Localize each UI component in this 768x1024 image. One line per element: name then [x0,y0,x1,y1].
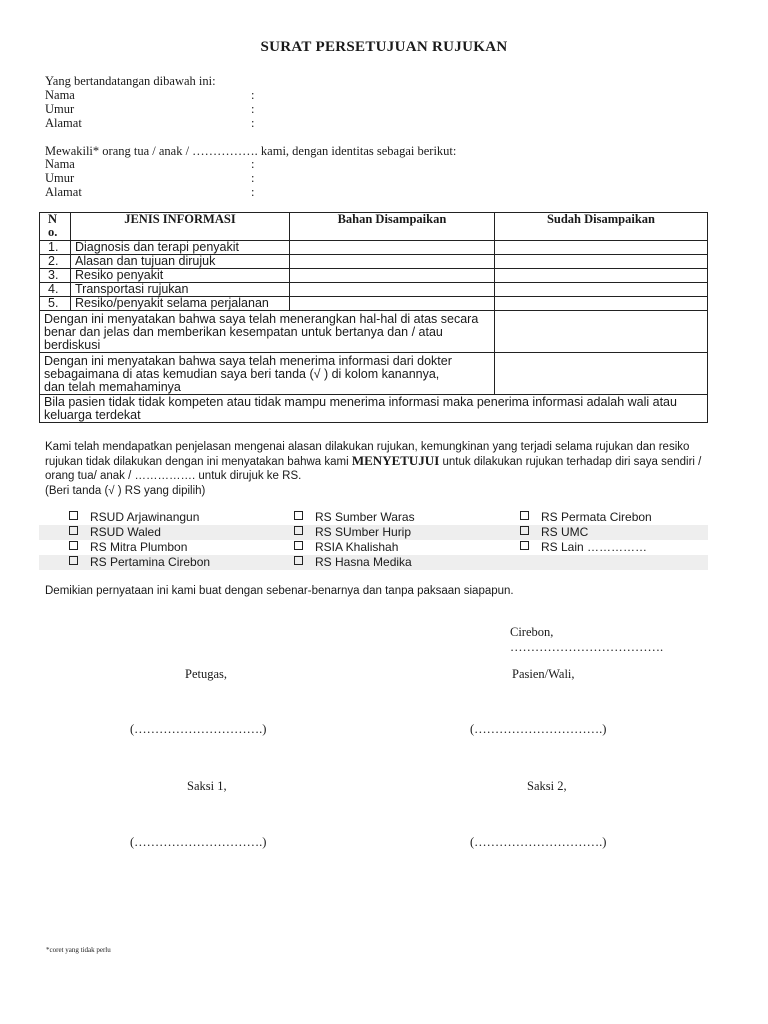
row-jenis: Resiko/penyakit selama perjalanan [70,297,289,311]
field-label: Alamat [45,116,82,130]
hospital-label: RS Pertamina Cirebon [90,555,211,569]
header-jenis-informasi: JENIS INFORMASI [70,213,289,241]
sudah-cell[interactable] [494,283,707,297]
checkbox-icon[interactable] [520,526,529,535]
row-jenis: Alasan dan tujuan dirujuk [70,255,289,269]
bahan-cell[interactable] [289,255,494,269]
bahan-cell[interactable] [289,241,494,255]
field-colon: : [251,157,255,171]
checkbox-icon[interactable] [294,526,303,535]
hospital-option[interactable] [294,540,398,555]
row-number: 2. [40,255,71,269]
pasien-wali-label: Pasien/Wali, [512,667,575,681]
table-row [40,297,708,311]
hospital-row [39,525,708,540]
hospital-option[interactable] [520,510,652,525]
field-label: Alamat [45,185,82,199]
statement-1-check-cell[interactable] [494,311,707,353]
saksi-2-sign-line: (………………………….) [470,835,607,849]
row-jenis: Resiko penyakit [70,269,289,283]
statement-row-petugas [40,311,708,353]
page-title: SURAT PERSETUJUAN RUJUKAN [260,39,508,55]
field-colon: : [251,116,255,130]
consent-bold: MENYETUJUI [351,453,440,468]
row-number: 1. [40,241,71,255]
sudah-cell[interactable] [494,241,707,255]
hospital-instruction: (Beri tanda (√ ) RS yang dipilih) [45,485,206,497]
hospital-options [39,510,708,570]
hospital-row [39,510,708,525]
checkbox-icon[interactable] [294,541,303,550]
field-colon: : [251,171,255,185]
statement-1-text: Dengan ini menyatakan bahwa saya telah menerangkan hal-hal di atas secara benar dan jelas dan memberikan kesempatan untuk bertanya dan / atau berdiskusi [44,312,479,352]
row-number: 5. [40,297,71,311]
hospital-label: RSUD Waled [90,525,161,539]
statement-row-pasien [40,353,708,395]
consent-text-2: untuk dilakukan rujukan terhadap diri saya sendiri / orang tua/ anak / ……………. untuk dirujuk ke RS. [45,456,702,482]
field-colon: : [251,88,255,102]
pasien-sign-line: (………………………….) [470,722,607,736]
petugas-label: Petugas, [185,667,228,681]
header-bahan-disampaikan: Bahan Disampaikan [289,213,494,241]
hospital-option[interactable] [520,540,647,555]
table-row [40,241,708,255]
note-row [40,395,708,423]
hospital-option[interactable] [69,525,161,540]
field-label: Nama [45,88,75,102]
statement-text [40,311,495,353]
checkbox-icon[interactable] [69,511,78,520]
hospital-label: RS Lain …………… [541,540,648,554]
statement-text [40,353,495,395]
checkbox-icon[interactable] [294,556,303,565]
petugas-sign-line: (………………………….) [130,722,267,736]
statement-2-text: Dengan ini menyatakan bahwa saya telah menerima informasi dari dokter sebagaimana di atas kemudian saya beri tanda (√ ) di kolom kanannya, dan telah memahaminya [44,354,452,394]
consent-paragraph [45,440,715,483]
represent-address-row [45,185,345,199]
field-colon: : [251,102,255,116]
represent-name-row [45,157,345,171]
hospital-label: RSUD Arjawinangun [90,510,200,524]
checkbox-icon[interactable] [520,541,529,550]
table-row [40,283,708,297]
hospital-label: RS Sumber Waras [315,510,415,524]
checkbox-icon[interactable] [520,511,529,520]
hospital-option[interactable] [294,510,415,525]
bahan-cell[interactable] [289,269,494,283]
hospital-option[interactable] [294,525,411,540]
note-text: Bila pasien tidak tidak kompeten atau tidak mampu menerima informasi maka penerima informasi adalah wali atau keluarga terdekat [40,395,708,423]
field-label: Nama [45,157,75,171]
row-number: 3. [40,269,71,283]
bahan-cell[interactable] [289,297,494,311]
hospital-option[interactable] [69,540,187,555]
field-colon: : [251,185,255,199]
checkbox-icon[interactable] [69,526,78,535]
hospital-option[interactable] [69,555,210,570]
closing-statement: Demikian pernyataan ini kami buat dengan sebenar-benarnya dan tanpa paksaan siapapun. [45,585,514,597]
saksi-2-label: Saksi 2, [527,779,567,793]
signer-name-row [45,88,345,102]
signer-age-row [45,102,345,116]
bahan-cell[interactable] [289,283,494,297]
hospital-label: RSIA Khalishah [315,540,399,554]
footnote: *coret yang tidak perlu [46,946,111,954]
table-header-row [40,213,708,241]
signature-date-line: ………………………………. [510,640,664,654]
hospital-row [39,540,708,555]
signer-address-row [45,116,345,130]
field-label: Umur [45,102,75,116]
saksi-1-label: Saksi 1, [187,779,227,793]
information-table [39,212,708,423]
hospital-option[interactable] [520,525,588,540]
checkbox-icon[interactable] [294,511,303,520]
table-row [40,269,708,283]
hospital-label: RS Permata Cirebon [541,510,652,524]
table-row [40,255,708,269]
represent-age-row [45,171,345,185]
hospital-option[interactable] [294,555,412,570]
sudah-cell[interactable] [494,297,707,311]
saksi-1-sign-line: (………………………….) [130,835,267,849]
row-jenis: Transportasi rujukan [70,283,289,297]
checkbox-icon[interactable] [69,541,78,550]
field-label: Umur [45,171,75,185]
hospital-label: RS UMC [541,525,589,539]
signer-intro: Yang bertandatangan dibawah ini: [45,74,216,88]
row-number: 4. [40,283,71,297]
row-jenis: Diagnosis dan terapi penyakit [70,241,289,255]
hospital-label: RS Hasna Medika [315,555,412,569]
hospital-label: RS SUmber Hurip [315,525,412,539]
statement-2-check-cell[interactable] [494,353,707,395]
header-no: No. [40,213,71,241]
sudah-cell[interactable] [494,255,707,269]
hospital-option[interactable] [69,510,199,525]
consent-text-1: Kami telah mendapatkan penjelasan mengenai alasan dilakukan rujukan, kemungkinan yang terjadi selama rujukan dan resiko rujukan tidak dilakukan dengan ini menyatakan bahwa kami [45,441,690,468]
header-sudah-disampaikan: Sudah Disampaikan [494,213,707,241]
hospital-label: RS Mitra Plumbon [90,540,188,554]
hospital-row [39,555,708,570]
sudah-cell[interactable] [494,269,707,283]
represent-intro: Mewakili* orang tua / anak / ……………. kami, dengan identitas sebagai berikut: [45,144,457,158]
signature-place: Cirebon, [510,625,554,639]
checkbox-icon[interactable] [69,556,78,565]
